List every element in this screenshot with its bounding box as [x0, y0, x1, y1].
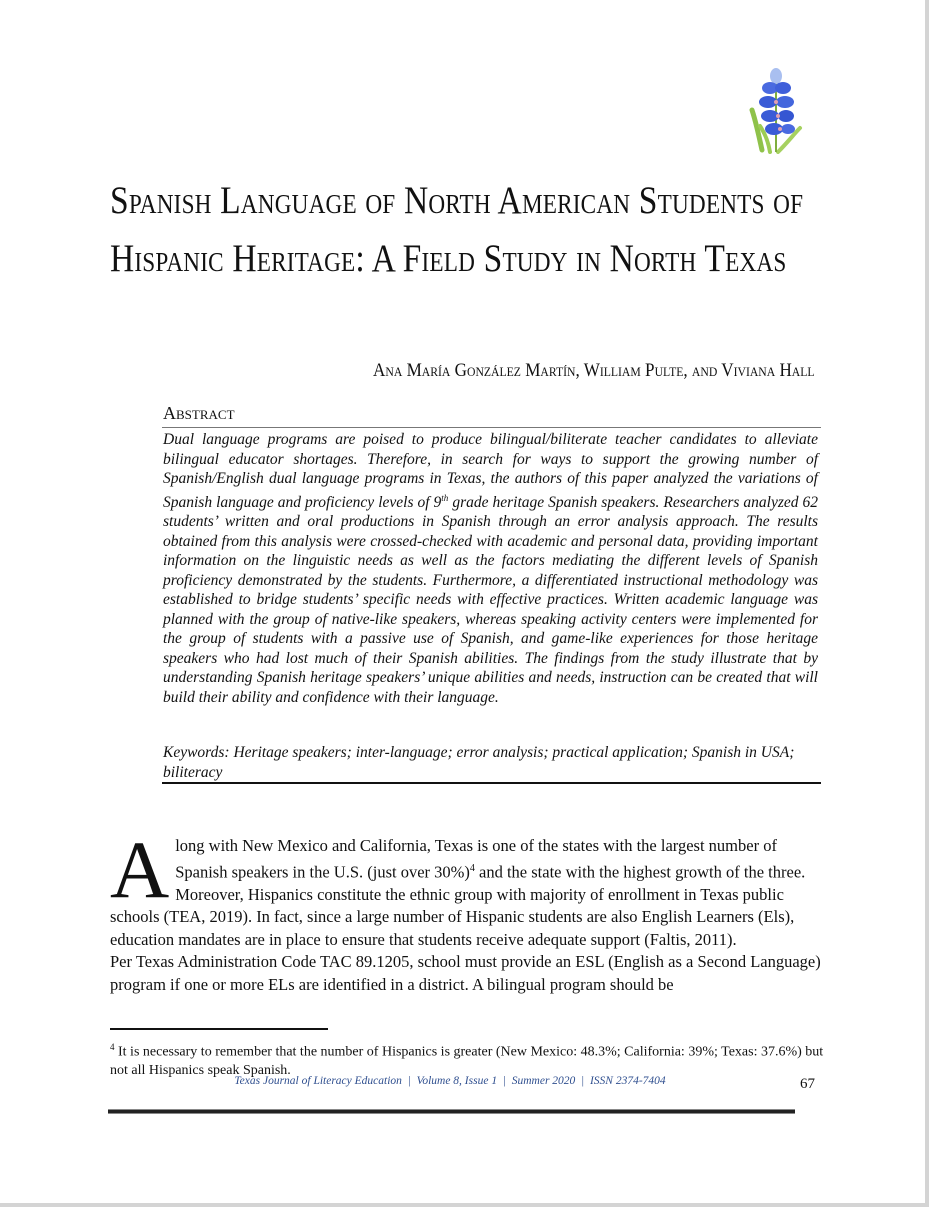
- drop-cap: A: [110, 824, 170, 915]
- intro-text-part2: and the state with the highest growth of the three. Moreover, Hispanics constitute the ethnic group with majority of enrollment in Texas public schools (TEA, 2019). In fact, since a large number of Hispanic students are also English Learners (Els), education mandates are in place to ensure that students receive adequate support (Faltis, 2011).: [110, 862, 806, 949]
- abstract-heading: Abstract: [163, 403, 235, 423]
- intro-text-part1: long with New Mexico and California, Texas is one of the states with the largest number of Spanish speakers in the U.S. (just over 30%): [175, 836, 777, 882]
- footnote-divider: [110, 1028, 328, 1030]
- abstract-text-part1: Dual language programs are poised to produce bilingual/biliterate teacher candidates to alleviate bilingual educator shortages. Therefore, in search for ways to support the growing number of Spanish/English dual language programs in Texas, the authors of this paper analyzed the variations of Spanish language and proficiency levels of 9: [163, 431, 818, 511]
- page-number: 67: [800, 1076, 815, 1092]
- authors: Ana María González Martín, William Pulte, and Viviana Hall: [373, 360, 815, 381]
- journal-footer: Texas Journal of Literacy Education | Volume 8, Issue 1 | Summer 2020 | ISSN 2374-7404: [234, 1075, 666, 1087]
- keywords: Keywords: Heritage speakers; inter-language; error analysis; practical application; Spanish in USA; biliteracy: [163, 744, 795, 781]
- second-paragraph: Per Texas Administration Code TAC 89.1205, school must provide an ESL (English as a Second Language) program if one or more ELs are identified in a district. A bilingual program should be: [110, 952, 821, 995]
- abstract-text-part2: grade heritage Spanish speakers. Researchers analyzed 62 students’ written and oral productions in Spanish through an error analysis approach. The results obtained from this analysis were crossed-checked with academic and personal data, providing important information on the linguistic needs as well as the factors mediating the different levels of Spanish proficiency demonstrated by the students. Furthermore, a differentiated instructional methodology was established to bridge students’ specific needs with effective practices. Written academic language was planned with the group of native-like speakers, whereas speaking activity centers were implemented for the group of students with a passive use of Spanish, and game-like experiences for those heritage speakers who had lost much of their Spanish abilities. The findings from the study illustrate that by understanding Spanish heritage speakers’ unique abilities and needs, instruction can be created that will build their ability and confidence with their language.: [163, 493, 818, 706]
- footnote-text: It is necessary to remember that the number of Hispanics is greater (New Mexico: 48.3%; California: 39%; Texas: 37.6%) but not all Hispanics speak Spanish.: [110, 1044, 824, 1078]
- footer-divider: [108, 1109, 795, 1114]
- footnote-marker: 4: [110, 1042, 115, 1052]
- footnote: [110, 1038, 830, 1080]
- intro-paragraph: [110, 824, 822, 951]
- abstract-superscript: th: [441, 492, 449, 503]
- keywords-divider: [162, 782, 821, 784]
- bluebonnet-flower-icon: [748, 62, 812, 154]
- footnote-reference[interactable]: 4: [469, 862, 475, 874]
- paper-title: Spanish Language of North American Students of Hispanic Heritage: A Field Study in North Texas: [110, 179, 804, 280]
- body-text: [110, 824, 822, 997]
- abstract-divider: [162, 427, 821, 428]
- abstract-text: [163, 430, 818, 707]
